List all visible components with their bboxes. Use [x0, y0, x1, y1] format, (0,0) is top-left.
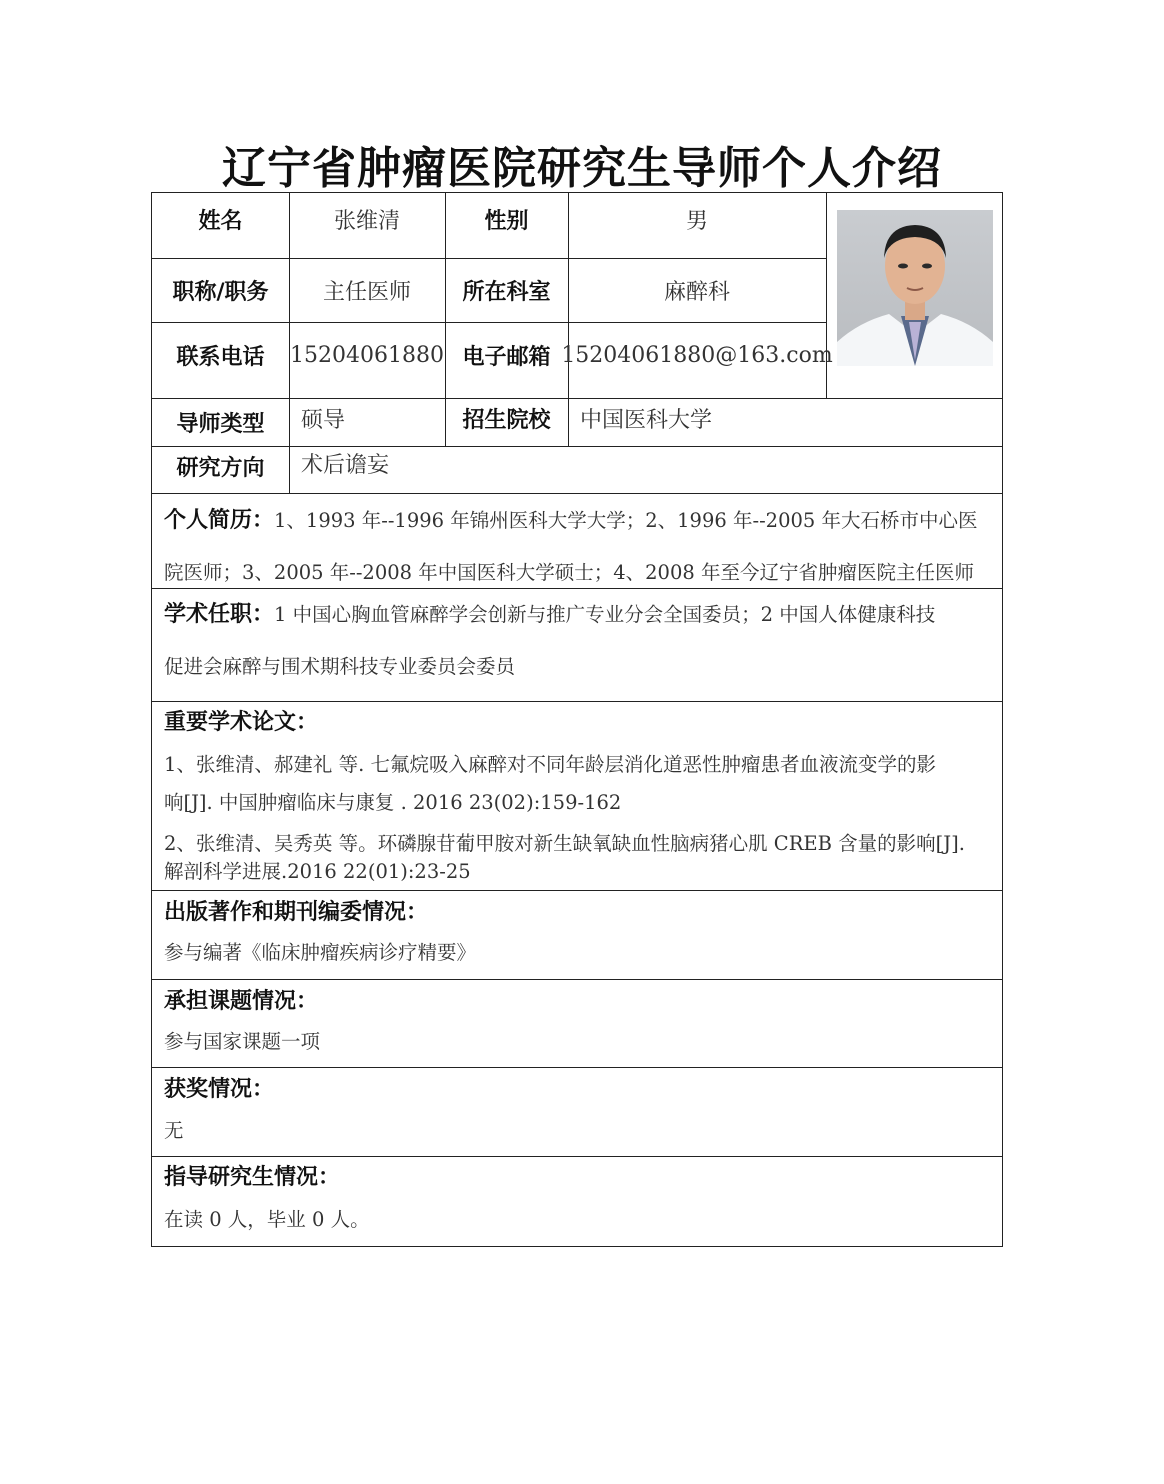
name-value: 张维清 — [333, 208, 400, 234]
mentor-type-value: 硕导 — [301, 407, 346, 433]
gender-value: 男 — [685, 208, 708, 234]
row-divider — [152, 493, 1002, 494]
resume-section — [164, 495, 990, 599]
school-label: 招生院校 — [462, 407, 551, 433]
paper-line: 2、张维清、吴秀英 等。环磷腺苷葡甲胺对新生缺氧缺血性脑病猪心肌 CREB 含量的影响[J]. — [164, 832, 965, 855]
email-label: 电子邮箱 — [462, 344, 551, 370]
resume-line: 1、1993 年--1996 年锦州医科大学大学；2、1996 年--2005 年大石桥市中心医 — [274, 509, 978, 532]
research-label: 研究方向 — [176, 455, 265, 481]
students-text: 在读 0 人，毕业 0 人。 — [164, 1208, 370, 1231]
row-divider — [152, 1156, 1002, 1157]
title-label: 职称/职务 — [172, 279, 269, 305]
name-label: 姓名 — [198, 208, 243, 234]
paper-item — [164, 746, 990, 822]
dept-value: 麻醉科 — [663, 279, 730, 305]
row-divider — [152, 890, 1002, 891]
papers-label: 重要学术论文： — [164, 710, 319, 735]
awards-label: 获奖情况： — [164, 1077, 275, 1102]
publications-label: 出版著作和期刊编委情况： — [164, 900, 429, 925]
profile-table — [151, 192, 1003, 1247]
phone-label: 联系电话 — [176, 344, 265, 370]
email-value: 15204061880@163.com — [561, 342, 833, 368]
resume-label: 个人简历： — [164, 508, 275, 533]
paper-line: 响[J]. 中国肿瘤临床与康复 . 2016 23(02):159-162 — [164, 791, 622, 814]
school-value: 中国医科大学 — [580, 407, 713, 433]
dept-label: 所在科室 — [462, 279, 551, 305]
portrait-icon — [837, 210, 993, 366]
paper-line: 解剖科学进展.2016 22(01):23-25 — [164, 860, 471, 883]
positions-line: 1 中国心胸血管麻醉学会创新与推广专业分会全国委员；2 中国人体健康科技 — [274, 603, 936, 626]
research-value: 术后谵妄 — [301, 452, 390, 478]
publications-text: 参与编著《临床肿瘤疾病诊疗精要》 — [164, 941, 477, 964]
awards-text: 无 — [164, 1119, 184, 1142]
projects-text: 参与国家课题一项 — [164, 1030, 321, 1053]
portrait-photo — [837, 210, 993, 366]
row-divider — [152, 979, 1002, 980]
resume-line: 院医师；3、2005 年--2008 年中国医科大学硕士；4、2008 年至今辽宁省肿瘤医院主任医师 — [164, 561, 974, 584]
row-divider — [152, 701, 1002, 702]
positions-line: 促进会麻醉与围术期科技专业委员会委员 — [164, 655, 516, 678]
gender-label: 性别 — [484, 208, 529, 234]
paper-line: 1、张维清、郝建礼 等. 七氟烷吸入麻醉对不同年龄层消化道恶性肿瘤患者血液流变学的影 — [164, 753, 937, 776]
title-value: 主任医师 — [322, 279, 411, 305]
page-title: 辽宁省肿瘤医院研究生导师个人介绍 — [222, 143, 942, 194]
paper-item — [164, 830, 990, 886]
projects-label: 承担课题情况： — [164, 989, 319, 1014]
mentor-type-label: 导师类型 — [176, 411, 265, 437]
positions-label: 学术任职： — [164, 602, 275, 627]
positions-section — [164, 589, 990, 693]
row-divider — [152, 1067, 1002, 1068]
students-label: 指导研究生情况： — [164, 1165, 341, 1190]
phone-value: 15204061880 — [290, 342, 444, 368]
